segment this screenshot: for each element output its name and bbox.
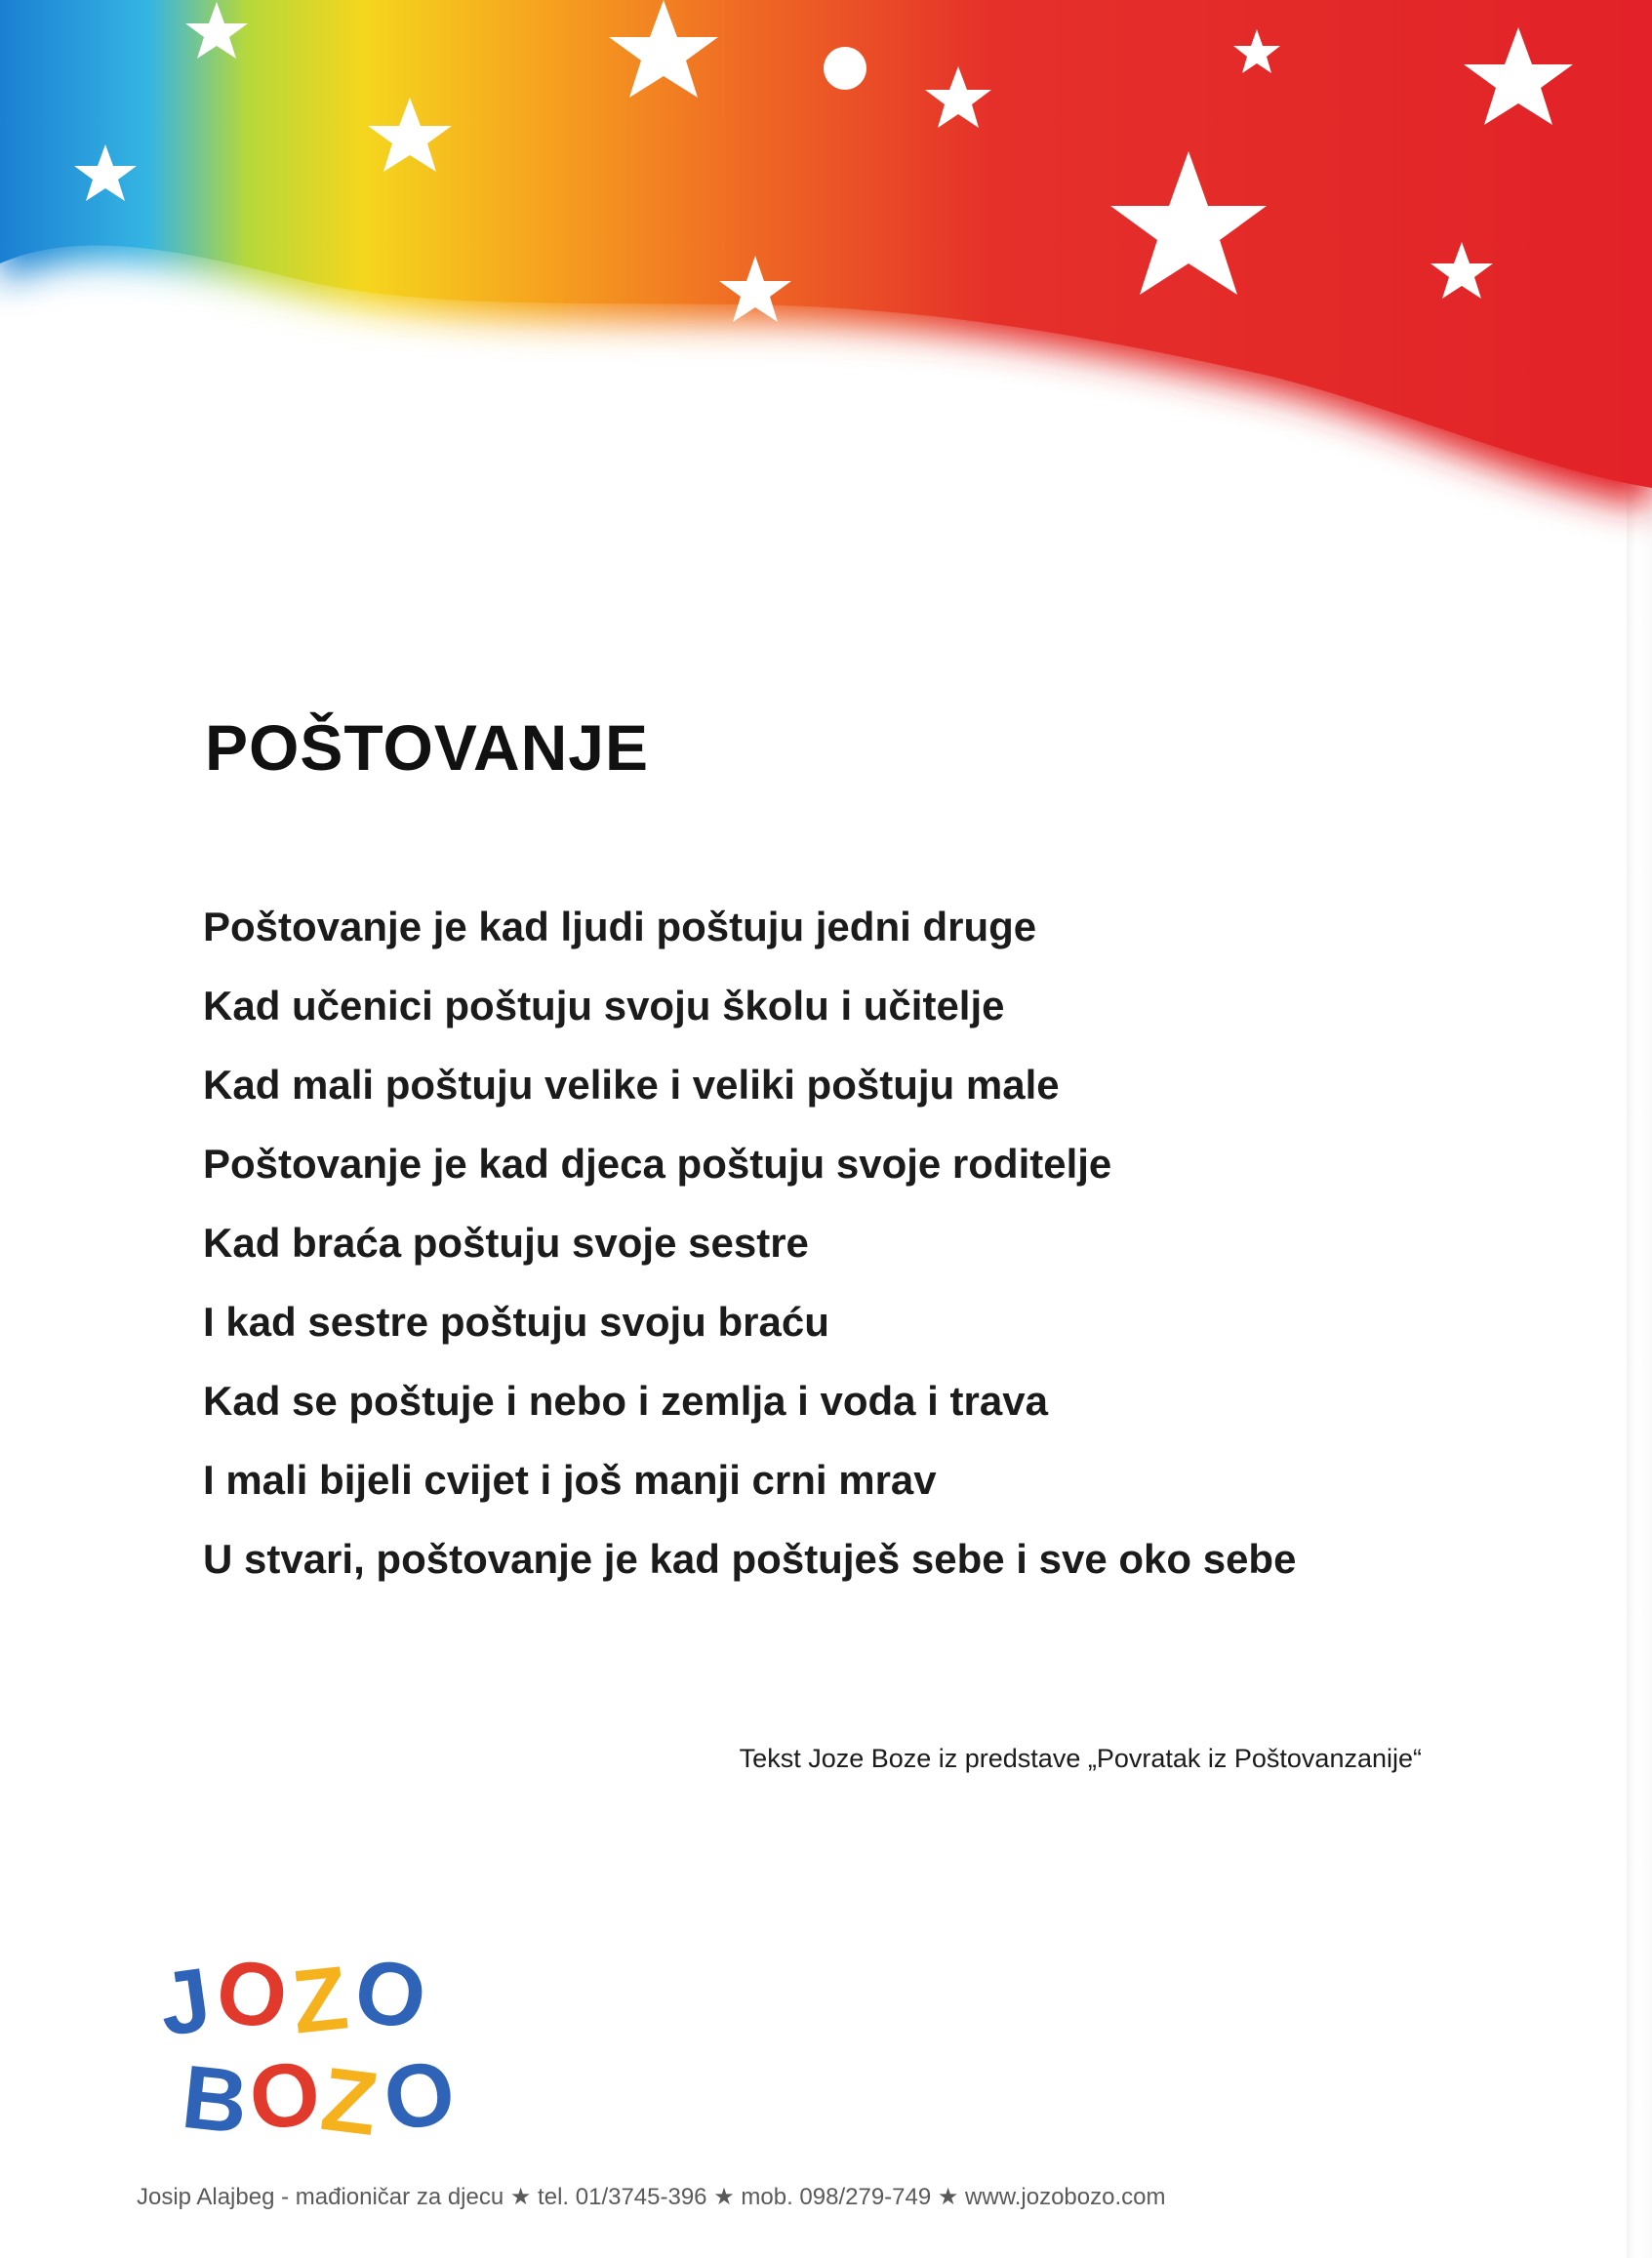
svg-text:O: O [348,1947,432,2049]
jozo-bozo-logo-icon [146,1947,478,2142]
footer-contact: Josip Alajbeg - mađioničar za djecu ★ tel. 01/3745-396 ★ mob. 098/279-749 ★ www.jozobozo.com [137,2184,1166,2210]
svg-text:O: O [212,1947,293,2048]
svg-text:O: O [378,2041,462,2142]
document-title: POŠTOVANJE [205,711,650,784]
svg-text:O: O [244,2042,325,2142]
jozo-bozo-logo [146,1947,478,2142]
poem-line: Kad učenici poštuju svoju školu i učitelje [203,983,1005,1028]
poem-line: I kad sestre poštuju svoju braću [203,1299,829,1345]
svg-text:J: J [153,1949,218,2056]
poem-line: Poštovanje je kad djeca poštuju svoje roditelje [203,1141,1112,1187]
poem-line: Poštovanje je kad ljudi poštuju jedni druge [203,904,1037,949]
author-credit: Tekst Joze Boze iz predstave „Povratak iz Poštovanzanije“ [739,1744,1422,1773]
poem [203,898,1296,1609]
rainbow-star-banner [0,0,1652,546]
poem-line: Kad mali poštuju velike i veliki poštuju male [203,1062,1060,1108]
poem-line: U stvari, poštovanje je kad poštuješ sebe i sve oko sebe [203,1536,1297,1582]
poem-line: I mali bijeli cvijet i još manji crni mrav [203,1457,937,1503]
svg-text:Z: Z [287,1948,353,2053]
stars-banner-icon [0,0,1652,546]
svg-text:B: B [177,2046,253,2142]
poem-line: Kad braća poštuju svoje sestre [203,1220,809,1266]
svg-text:Z: Z [316,2048,383,2142]
poem-line: Kad se poštuje i nebo i zemlja i voda i trava [203,1378,1048,1424]
